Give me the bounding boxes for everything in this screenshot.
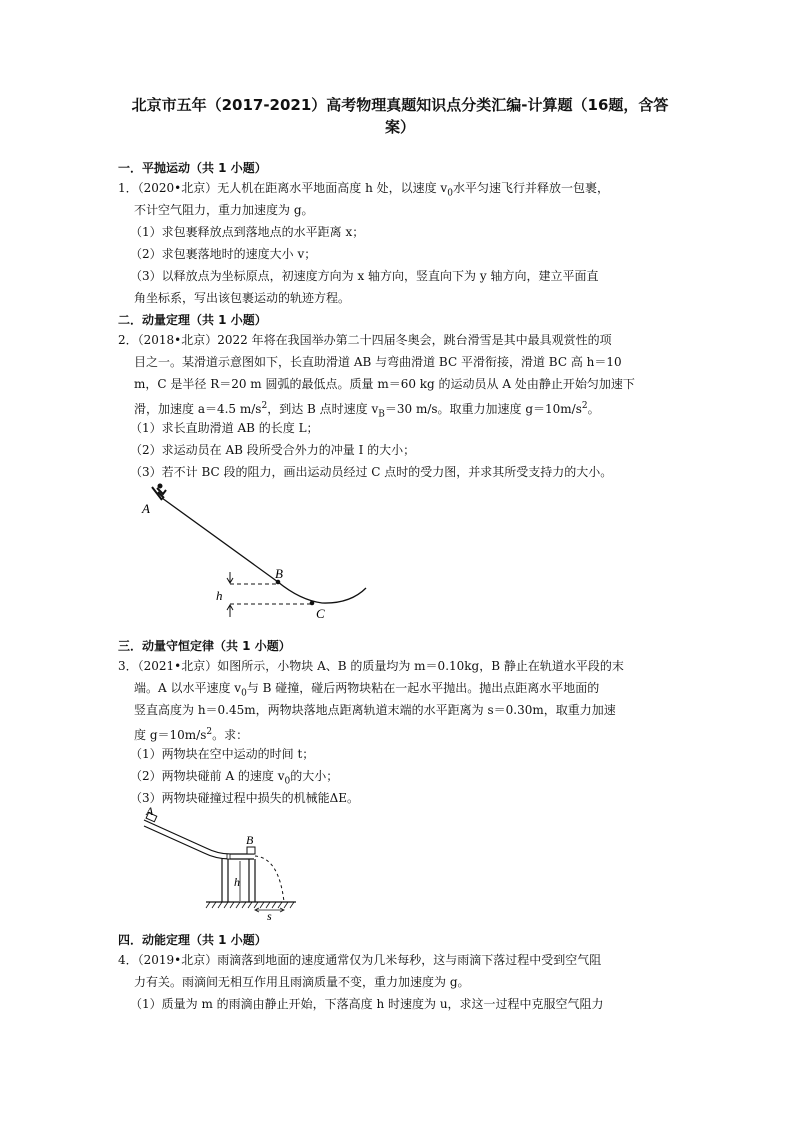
block-b — [247, 847, 255, 854]
label-a: A — [142, 501, 150, 516]
title-line-2: 案） — [384, 118, 415, 136]
section-heading-4: 四．动能定理（共 1 小题） — [118, 933, 267, 947]
section-heading-3: 三．动量守恒定律（共 1 小题） — [118, 639, 291, 653]
slope-track — [162, 498, 366, 603]
track-blocks-figure — [134, 806, 304, 920]
q3-line-2: 端。A 以水平速度 $v_0$与 B 碰撞，碰后两物块粘在一起水平抛出。抛出点距离水平地面的 — [134, 681, 600, 699]
q2-line-3: m，C 是半径 R＝20 m 圆弧的最低点。质量 m＝60 kg 的运动员从 A 处由静止开始匀加速下 — [134, 377, 635, 391]
q2-line-4: 滑，加速度 a＝4.5 $m/s^2$，到达 B 点时速度 $v_B=30$ m/s。取重力加速度 $g=10m/s^2$。 — [134, 401, 600, 420]
q1-line-2: 不计空气阻力，重力加速度为 g。 — [134, 203, 314, 217]
label-b: B — [246, 833, 254, 847]
ski-slope-figure — [130, 478, 370, 623]
q1-subquestion-3-line-2: 角坐标系，写出该包裹运动的轨迹方程。 — [134, 291, 351, 305]
section-heading-2: 二．动量定理（共 1 小题） — [118, 313, 267, 327]
q3-subquestion-3: （3）两物块碰撞过程中损失的机械能ΔE。 — [130, 791, 360, 805]
page-title — [110, 94, 690, 138]
label-h: h — [234, 875, 240, 889]
q2-subquestion-3: （3）若不计 BC 段的阻力，画出运动员经过 C 点时的受力图，并求其所受支持力的大小。 — [130, 465, 613, 479]
label-a: A — [146, 806, 154, 818]
q1-subquestion-1: （1）求包裹释放点到落地点的水平距离 x； — [130, 225, 365, 239]
q3-subquestion-2: （2）两物块碰前 A 的速度 $v_0$的大小； — [130, 769, 339, 787]
q1-subquestion-3-line-1: （3）以释放点为坐标原点，初速度方向为 x 轴方向，竖直向下为 y 轴方向，建立平面直 — [130, 269, 599, 283]
title-line-1: 北京市五年（2017-2021）高考物理真题知识点分类汇编-计算题（16题，含答 — [131, 96, 669, 114]
label-c: C — [316, 606, 325, 621]
q1-subquestion-2: （2）求包裹落地时的速度大小 v； — [130, 247, 317, 261]
q3-line-3: 竖直高度为 h＝0.45m，两物块落地点距离轨道末端的水平距离为 s＝0.30m，取重力加速 — [134, 703, 616, 717]
q2-line-2: 目之一。某滑道示意图如下，长直助滑道 AB 与弯曲滑道 BC 平滑衔接，滑道 BC 高 h＝10 — [134, 355, 622, 369]
skier-icon — [152, 484, 166, 501]
q4-line-1: 4．（2019•北京）雨滴落到地面的速度通常仅为几米每秒，这与雨滴下落过程中受到空气阻 — [118, 953, 602, 967]
section-heading-1: 一．平抛运动（共 1 小题） — [118, 161, 267, 175]
label-s: s — [267, 909, 272, 920]
q2-line-1: 2．（2018•北京）2022 年将在我国举办第二十四届冬奥会，跳台滑雪是其中最具观赏性的项 — [118, 333, 612, 347]
q4-line-2: 力有关。雨滴间无相互作用且雨滴质量不变，重力加速度为 g。 — [134, 975, 470, 989]
q1-line-1: 1．（2020•北京）无人机在距离水平地面高度 h 处，以速度 $v_0$水平匀速飞行并释放一包裹， — [118, 181, 609, 199]
label-b: B — [275, 566, 283, 581]
q3-line-4: 度 $g=10m/s^2$。求： — [134, 727, 249, 742]
point-c — [310, 601, 315, 606]
q3-line-1: 3．（2021•北京）如图所示，小物块 A、B 的质量均为 m＝0.10kg，B 静止在轨道水平段的末 — [118, 659, 624, 673]
q4-subquestion-1: （1）质量为 m 的雨滴由静止开始，下落高度 h 时速度为 u，求这一过程中克服空气阻力 — [130, 997, 604, 1011]
q2-subquestion-1: （1）求长直助滑道 AB 的长度 L； — [130, 421, 319, 435]
q2-subquestion-2: （2）求运动员在 AB 段所受合外力的冲量 I 的大小； — [130, 443, 416, 457]
q3-subquestion-1: （1）两物块在空中运动的时间 t； — [130, 747, 315, 761]
label-h: h — [216, 588, 223, 603]
